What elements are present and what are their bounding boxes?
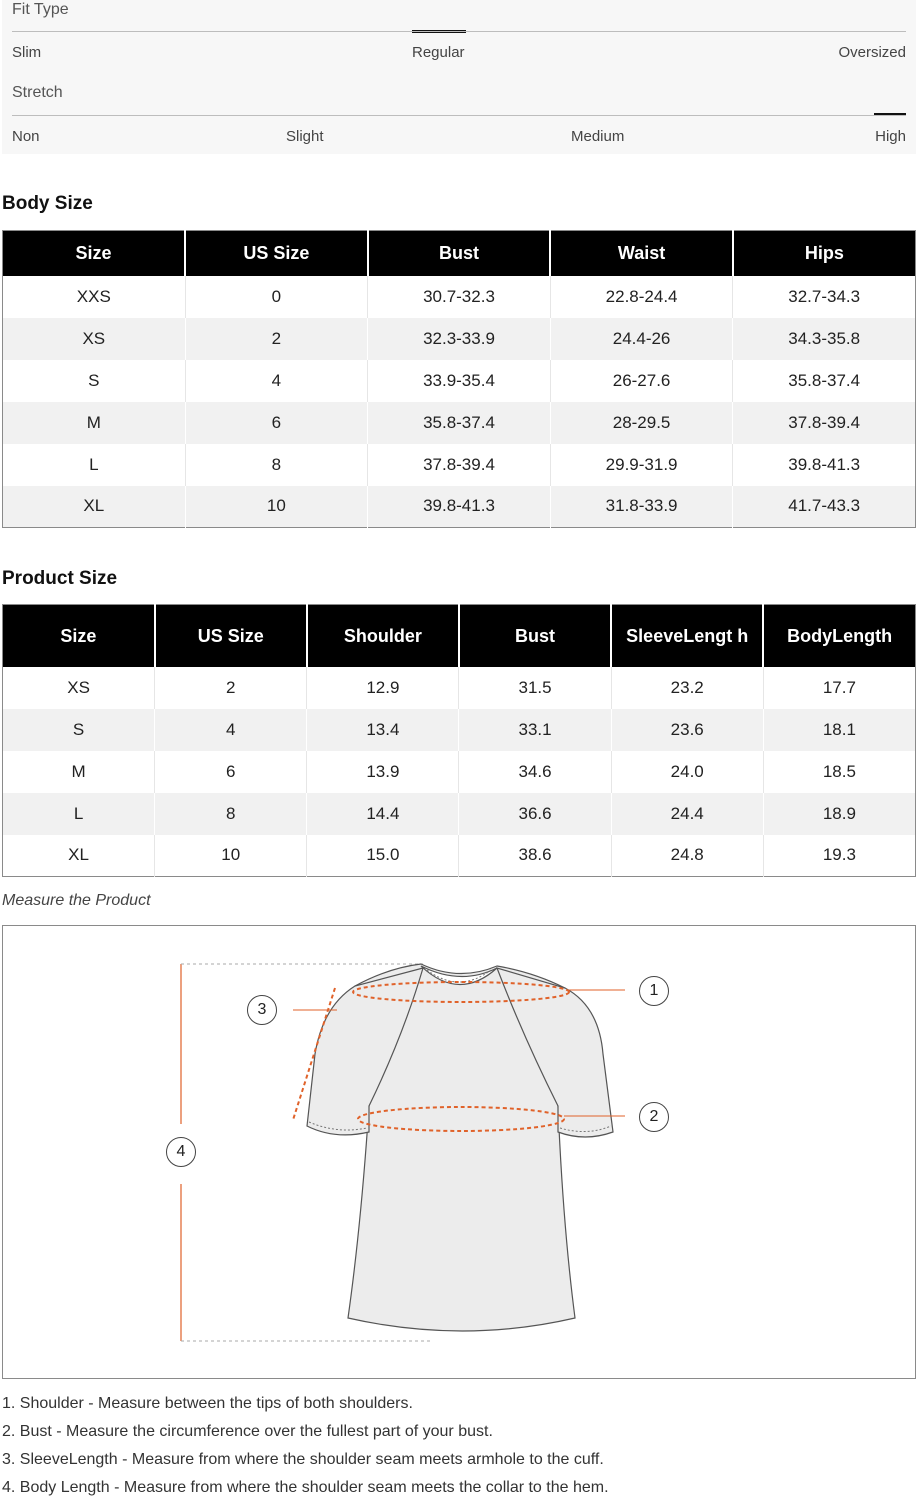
table-row [3, 793, 916, 835]
cell-hips: 41.7-43.3 [733, 486, 916, 528]
marker-2: 2 [639, 1102, 669, 1132]
header-sleeve-length: SleeveLengt h [611, 605, 763, 667]
cell-sleeve-length: 23.6 [611, 709, 763, 751]
cell-body-length: 18.9 [763, 793, 915, 835]
cell-shoulder: 13.9 [307, 751, 459, 793]
cell-size: XS [3, 318, 186, 360]
header-body-length: BodyLength [763, 605, 915, 667]
product-size-header-row [3, 605, 916, 667]
cell-size: M [3, 751, 155, 793]
cell-waist: 24.4-26 [550, 318, 733, 360]
note-bust: 2. Bust - Measure the circumference over the fullest part of your bust. [2, 1423, 493, 1440]
cell-shoulder: 15.0 [307, 835, 459, 877]
header-size: Size [3, 231, 186, 276]
header-size: Size [3, 605, 155, 667]
cell-body-length: 18.1 [763, 709, 915, 751]
cell-us-size: 8 [185, 444, 368, 486]
measurement-diagram [2, 925, 916, 1379]
cell-us-size: 4 [155, 709, 307, 751]
cell-shoulder: 14.4 [307, 793, 459, 835]
product-size-title: Product Size [2, 568, 118, 589]
header-waist: Waist [550, 231, 733, 276]
tshirt-illustration [3, 926, 915, 1378]
marker-3: 3 [247, 995, 277, 1025]
stretch-option-medium: Medium [571, 128, 625, 145]
cell-body-length: 17.7 [763, 667, 915, 709]
cell-size: XL [3, 486, 186, 528]
cell-bust: 36.6 [459, 793, 611, 835]
body-size-header-row [3, 231, 916, 276]
cell-size: L [3, 444, 186, 486]
header-bust: Bust [368, 231, 551, 276]
cell-size: XL [3, 835, 155, 877]
table-row [3, 486, 916, 528]
cell-sleeve-length: 23.2 [611, 667, 763, 709]
cell-sleeve-length: 24.0 [611, 751, 763, 793]
cell-bust: 38.6 [459, 835, 611, 877]
stretch-option-high: High [875, 128, 906, 145]
header-bust: Bust [459, 605, 611, 667]
table-row [3, 276, 916, 318]
stretch-scale [12, 115, 906, 116]
cell-sleeve-length: 24.4 [611, 793, 763, 835]
stretch-option-non: Non [12, 128, 40, 145]
note-sleeve-length: 3. SleeveLength - Measure from where the shoulder seam meets armhole to the cuff. [2, 1451, 604, 1468]
cell-us-size: 0 [185, 276, 368, 318]
marker-4: 4 [166, 1137, 196, 1167]
cell-hips: 37.8-39.4 [733, 402, 916, 444]
body-size-table [2, 230, 916, 528]
cell-bust: 35.8-37.4 [368, 402, 551, 444]
cell-waist: 28-29.5 [550, 402, 733, 444]
header-hips: Hips [733, 231, 916, 276]
cell-us-size: 2 [155, 667, 307, 709]
table-row [3, 318, 916, 360]
cell-us-size: 6 [185, 402, 368, 444]
cell-waist: 26-27.6 [550, 360, 733, 402]
cell-size: XS [3, 667, 155, 709]
cell-size: S [3, 709, 155, 751]
cell-size: XXS [3, 276, 186, 318]
marker-1: 1 [639, 976, 669, 1006]
table-row [3, 444, 916, 486]
product-size-table [2, 604, 916, 877]
cell-bust: 34.6 [459, 751, 611, 793]
cell-us-size: 4 [185, 360, 368, 402]
cell-hips: 39.8-41.3 [733, 444, 916, 486]
cell-shoulder: 13.4 [307, 709, 459, 751]
cell-bust: 33.1 [459, 709, 611, 751]
cell-us-size: 8 [155, 793, 307, 835]
note-body-length: 4. Body Length - Measure from where the shoulder seam meets the collar to the hem. [2, 1479, 609, 1496]
table-row [3, 835, 916, 877]
cell-waist: 31.8-33.9 [550, 486, 733, 528]
cell-size: L [3, 793, 155, 835]
table-row [3, 709, 916, 751]
fit-type-title: Fit Type [12, 1, 69, 18]
stretch-title: Stretch [12, 84, 63, 101]
cell-us-size: 6 [155, 751, 307, 793]
cell-hips: 35.8-37.4 [733, 360, 916, 402]
body-size-title: Body Size [2, 193, 93, 214]
cell-body-length: 19.3 [763, 835, 915, 877]
cell-hips: 34.3-35.8 [733, 318, 916, 360]
header-us-size: US Size [155, 605, 307, 667]
note-shoulder: 1. Shoulder - Measure between the tips of both shoulders. [2, 1395, 413, 1412]
fit-option-regular: Regular [412, 44, 465, 61]
header-us-size: US Size [185, 231, 368, 276]
cell-bust: 30.7-32.3 [368, 276, 551, 318]
cell-sleeve-length: 24.8 [611, 835, 763, 877]
header-shoulder: Shoulder [307, 605, 459, 667]
cell-us-size: 10 [155, 835, 307, 877]
cell-shoulder: 12.9 [307, 667, 459, 709]
table-row [3, 751, 916, 793]
cell-size: M [3, 402, 186, 444]
fit-type-scale [12, 31, 906, 32]
cell-bust: 31.5 [459, 667, 611, 709]
cell-us-size: 2 [185, 318, 368, 360]
fit-option-slim: Slim [12, 44, 42, 61]
stretch-option-slight: Slight [286, 128, 324, 145]
cell-size: S [3, 360, 186, 402]
measure-caption: Measure the Product [2, 892, 151, 909]
cell-waist: 22.8-24.4 [550, 276, 733, 318]
cell-us-size: 10 [185, 486, 368, 528]
cell-bust: 37.8-39.4 [368, 444, 551, 486]
fit-panel [2, 0, 916, 154]
cell-body-length: 18.5 [763, 751, 915, 793]
measurement-notes [2, 1394, 609, 1506]
cell-bust: 33.9-35.4 [368, 360, 551, 402]
cell-waist: 29.9-31.9 [550, 444, 733, 486]
cell-bust: 39.8-41.3 [368, 486, 551, 528]
cell-hips: 32.7-34.3 [733, 276, 916, 318]
cell-bust: 32.3-33.9 [368, 318, 551, 360]
table-row [3, 667, 916, 709]
table-row [3, 360, 916, 402]
table-row [3, 402, 916, 444]
fit-option-oversized: Oversized [838, 44, 906, 61]
